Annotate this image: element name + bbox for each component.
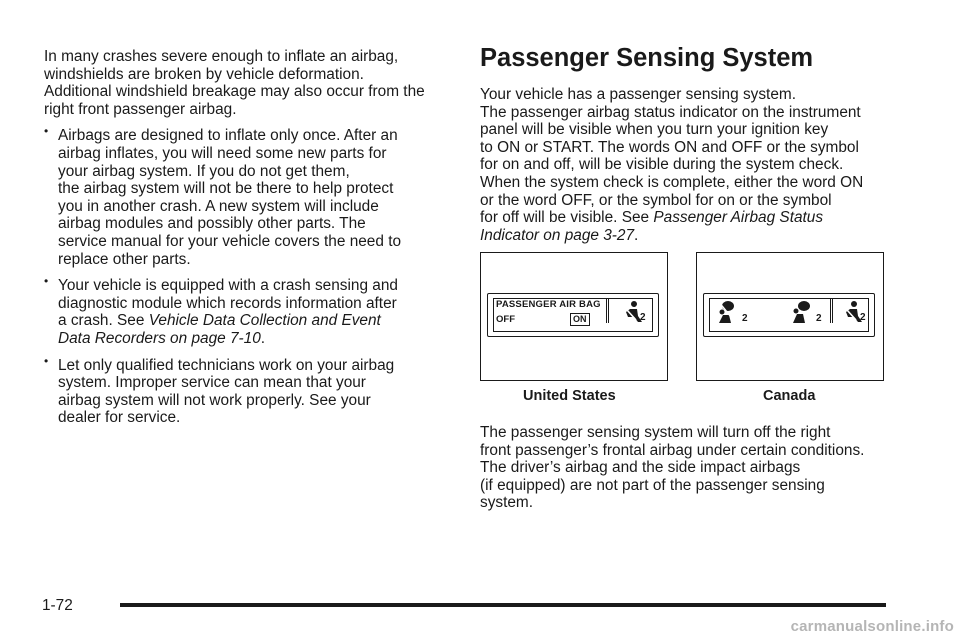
intro-paragraph: Your vehicle has a passenger sensing system. The passenger airbag status indicator on the instrument panel will be visible when you turn your ignition key to ON or START. The words ON and OFF or the symbol for on and off, will be visible during the system check. When the system check is complete, either the word ON or the word OFF, or the symbol for on or the symbol for off will be visible. See: [480, 86, 864, 227]
page-number: 1-72: [42, 597, 73, 614]
section-heading: Passenger Sensing System: [480, 44, 814, 72]
watermark: carmanualsonline.info: [790, 618, 954, 635]
off-label: OFF: [496, 314, 515, 325]
bullet-item: [44, 124, 444, 268]
bullet-text: Let only qualified technicians work on your airbag system. Improper service can mean that your airbag system will not work properly. See your dealer for service.: [58, 356, 395, 427]
icon-subscript: 2: [816, 313, 822, 324]
bullet-suffix: .: [260, 329, 266, 347]
caption-canada: Canada: [763, 388, 816, 404]
bullet-icon: •: [44, 274, 49, 289]
on-label: ON: [570, 313, 590, 326]
closing-paragraph: The passenger sensing system will turn off the right front passenger’s frontal airbag under certain conditions. The driver’s airbag and the side impact airbags (if equipped) are not part of the passenger sensing system.: [480, 424, 865, 512]
airbag-off-icon: [716, 299, 748, 330]
bullet-text: Your vehicle is equipped with a crash sensing and diagnostic module which records information after a crash. See: [58, 277, 398, 330]
bullet-text: Airbags are designed to inflate only once. After an airbag inflates, you will need some new parts for your airbag system. If you do not get them, the airbag system will not be there to help protect you in another crash. A new system will include airbag modules and possibly other parts. The service manual for your vehicle covers the need to replace other parts.: [58, 127, 402, 268]
icon-subscript: 2: [640, 312, 646, 323]
bullet-icon: •: [44, 353, 49, 368]
separator-bars: [830, 299, 833, 323]
intro-paragraph: In many crashes severe enough to inflate an airbag, windshields are broken by vehicle deformation. Additional windshield breakage may also occur from the right front passenger airbag.: [44, 48, 425, 118]
left-column: [44, 48, 444, 427]
cross-reference-link[interactable]: Vehicle Data Collection and Event Data Recorders on page 7-10: [58, 312, 381, 347]
canada-indicator-display: [703, 293, 875, 337]
us-indicator-display: [487, 293, 659, 337]
caption-united-states: United States: [523, 388, 616, 404]
passenger-airbag-label: PASSENGER AIR BAG: [496, 299, 601, 310]
seated-passenger-icon: [622, 300, 644, 329]
cross-reference-link[interactable]: Passenger Airbag Status Indicator on page 3-27: [480, 209, 824, 244]
canada-indicator-figure: [696, 252, 884, 381]
us-indicator-figure: [480, 252, 668, 381]
footer-rule: [120, 603, 886, 607]
icon-subscript: 2: [860, 312, 866, 323]
icon-subscript: 2: [742, 313, 748, 324]
airbag-on-icon: [790, 299, 822, 330]
separator-bars: [606, 299, 609, 323]
seated-passenger-icon: [842, 300, 864, 329]
bullet-icon: •: [44, 124, 49, 139]
paragraph-suffix: .: [634, 226, 639, 244]
right-column-intro: [480, 86, 900, 244]
bullet-item: [44, 353, 444, 427]
bullet-item: [44, 274, 444, 347]
